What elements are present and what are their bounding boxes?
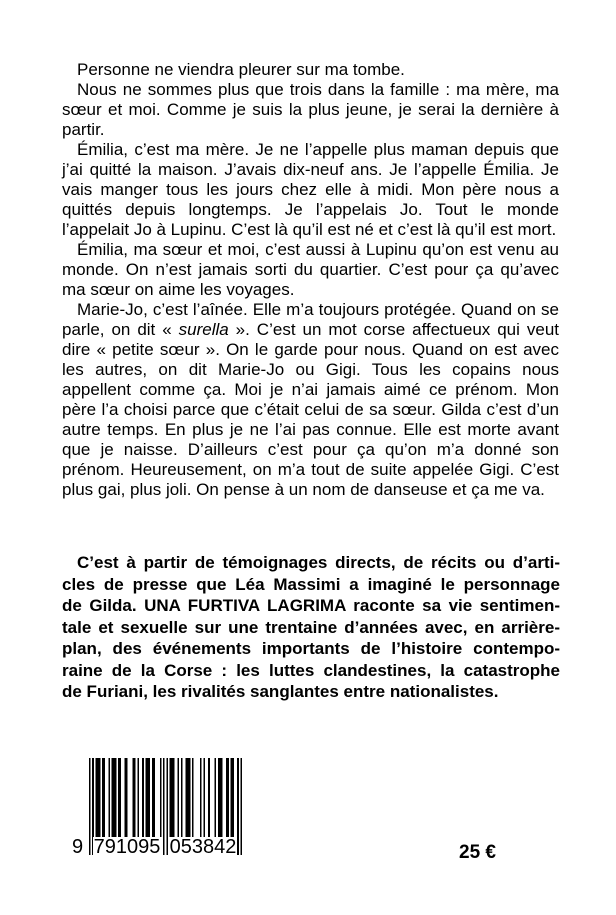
blurb-line: cles de presse que Léa Massimi a imaginé le personnage — [62, 574, 560, 594]
blurb-line: de Furiani, les rivalités sanglantes entre nationalistes. — [62, 682, 499, 701]
barcode-left-digits: 791095 — [93, 836, 161, 858]
blurb-line: plan, des événements importants de l’histoire contempo- — [62, 639, 560, 658]
text-segment: Personne ne viendra pleurer sur ma tombe. — [77, 60, 405, 79]
price-label: 25 € — [459, 842, 496, 863]
blurb-line: C’est à partir de témoignages directs, de récits ou d’arti- — [77, 553, 560, 572]
blurb-line: de Gilda. UNA FURTIVA LAGRIMA raconte sa vie sentimen- — [62, 596, 560, 615]
text-segment: Marie-Jo, c’est l’aînée. Elle m’a toujours protégée. Quand on se parle, on dit « — [62, 300, 559, 339]
blurb-line: raine de la Corse : les luttes clandestines, la catastrophe — [62, 660, 560, 680]
synopsis-paragraph — [62, 60, 559, 80]
ean13-barcode — [72, 758, 250, 858]
barcode-right-digits: 053842 — [169, 836, 237, 858]
synopsis-paragraph — [62, 240, 559, 300]
blurb-line: tale et sexuelle sur une trentaine d’années avec, en arrière- — [62, 617, 560, 637]
text-segment: ». C’est un mot corse affectueux qui veut dire « petite sœur ». On le garde pour nous. Quand on est avec les autres, on dit Marie-Jo ou Gigi. Tous les copains nous appellent comme ça. Moi je n’ai jamais aimé ce prénom. Mon père l’a choisi parce que c’était celui de sa sœur. Gilda c’est d’un autre temps. En plus je ne l’ai pas connue. Elle est morte avant que je naisse. D’ailleurs c’est pour ça qu’on m’a donné son prénom. Heureusement, on m’a tout de suite appelée Gigi. C’est plus gai, plus joli. On pense à un nom de danseuse et ça me va. — [62, 320, 559, 499]
text-segment: Émilia, c’est ma mère. Je ne l’appelle plus maman depuis que j’ai quitté la maison. J’avais dix-neuf ans. Je l’appelle Émilia. Je vais manger tous les jours chez elle à midi. Mon père nous a quittés depuis longtemps. Je l’appelais Jo. Tout le monde l’appelait Jo à Lupinu. C’est là qu’il est né et c’est là qu’il est mort. — [62, 140, 559, 239]
publisher-blurb — [62, 552, 560, 703]
synopsis-paragraph — [62, 140, 559, 240]
text-segment: Nous ne sommes plus que trois dans la famille : ma mère, ma sœur et moi. Comme je suis la plus jeune, je serai la dernière à partir. — [62, 80, 559, 139]
synopsis-text — [62, 60, 559, 500]
synopsis-paragraph — [62, 300, 559, 500]
synopsis-paragraph — [62, 80, 559, 140]
text-segment: Émilia, ma sœur et moi, c’est aussi à Lupinu qu’on est venu au monde. On n’est jamais sorti du quartier. C’est pour ça qu’avec ma sœur on aime les voyages. — [62, 240, 559, 299]
barcode-first-digit: 9 — [72, 836, 84, 858]
italic-text-segment: surella — [178, 320, 229, 339]
